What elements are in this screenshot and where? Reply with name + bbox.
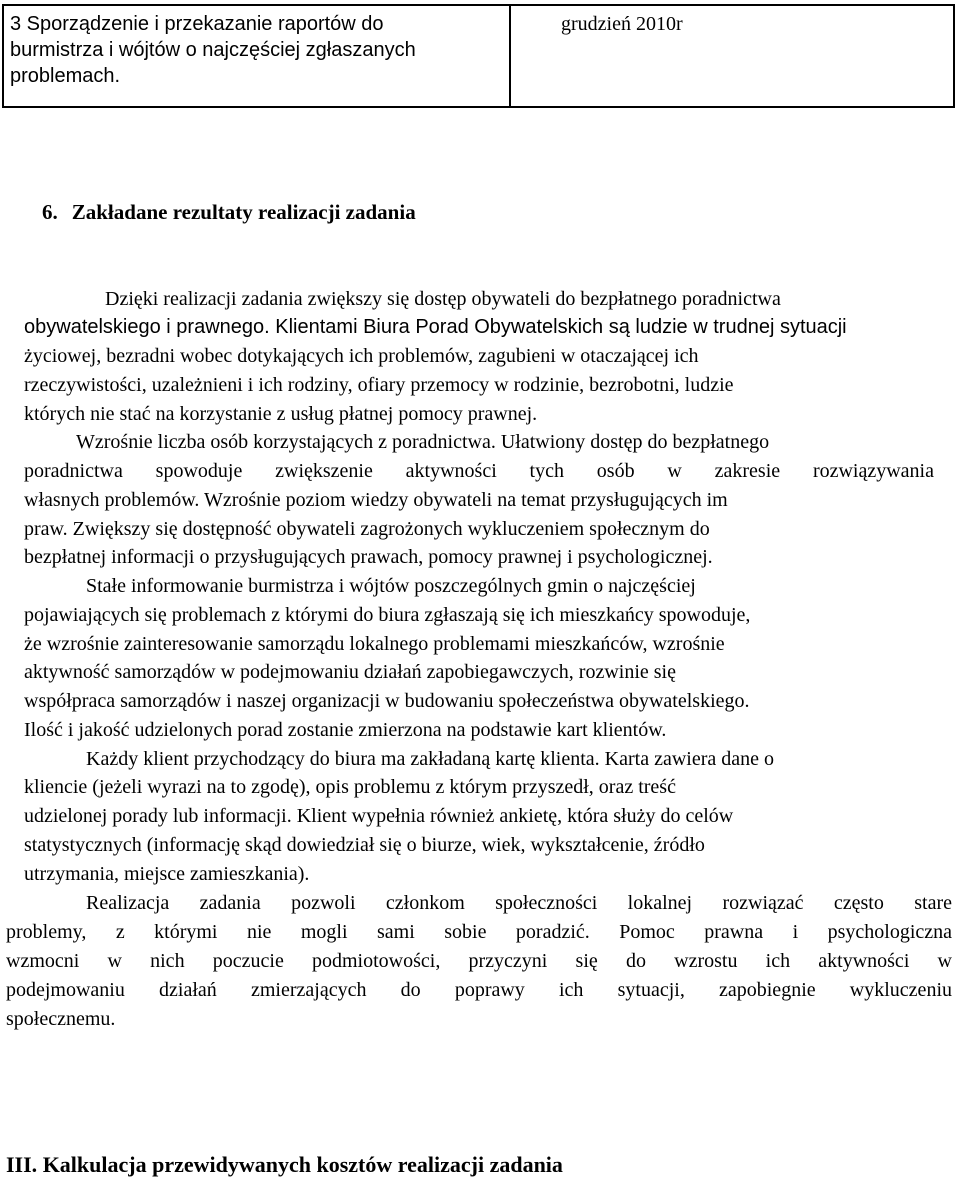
- section-3-title: Kalkulacja przewidywanych kosztów realizacji zadania: [42, 1152, 563, 1177]
- body-line: obywatelskiego i prawnego. Klientami Biura Porad Obywatelskich są ludzie w trudnej sytuacji: [24, 316, 847, 338]
- body-line: że wzrośnie zainteresowanie samorządu lokalnego problemami mieszkańców, wzrośnie: [24, 633, 725, 655]
- body-line: problemy, z którymi nie mogli sami sobie poradzić. Pomoc prawna i psychologiczna: [6, 921, 952, 943]
- header-left-text: [4, 6, 509, 89]
- header-left-line: burmistrza i wójtów o najczęściej zgłaszanych: [10, 39, 416, 61]
- body-line: Każdy klient przychodzący do biura ma zakładaną kartę klienta. Karta zawiera dane o: [86, 748, 774, 770]
- body-line: własnych problemów. Wzrośnie poziom wiedzy obywateli na temat przysługujących im: [24, 489, 728, 511]
- body-line: utrzymania, miejsce zamieszkania).: [24, 863, 310, 885]
- header-right-cell: [510, 5, 954, 107]
- body-line: współpraca samorządów i naszej organizacji w budowaniu społeczeństwa obywatelskiego.: [24, 690, 750, 712]
- header-left-line: 3 Sporządzenie i przekazanie raportów do: [10, 13, 384, 35]
- body-line: Realizacja zadania pozwoli członkom społeczności lokalnej rozwiązać często stare: [86, 892, 952, 914]
- body-line: Wzrośnie liczba osób korzystających z poradnictwa. Ułatwiony dostęp do bezpłatnego: [76, 431, 770, 453]
- body-line: praw. Zwiększy się dostępność obywateli zagrożonych wykluczeniem społecznym do: [24, 518, 710, 540]
- section-6-number: 6.: [42, 200, 58, 224]
- body-line: udzielonej porady lub informacji. Klient wypełnia również ankietę, która służy do celów: [24, 805, 734, 827]
- header-date: grudzień 2010r: [561, 13, 683, 35]
- body-line: Dzięki realizacji zadania zwiększy się dostęp obywateli do bezpłatnego poradnictwa: [105, 288, 781, 310]
- header-left-line: problemach.: [10, 65, 121, 87]
- section-3-heading: [6, 1152, 563, 1178]
- body-line: Ilość i jakość udzielonych porad zostanie zmierzona na podstawie kart klientów.: [24, 719, 667, 741]
- section-6-heading: [42, 200, 416, 225]
- body-line: bezpłatnej informacji o przysługujących prawach, pomocy prawnej i psychologicznej.: [24, 546, 713, 568]
- body-line: życiowej, bezradni wobec dotykających ich problemów, zagubieni w otaczającej ich: [24, 345, 699, 367]
- body-line: statystycznych (informację skąd dowiedział się o biurze, wiek, wykształcenie, źródło: [24, 834, 705, 856]
- body-line: kliencie (jeżeli wyrazi na to zgodę), opis problemu z którym przyszedł, oraz treść: [24, 776, 676, 798]
- header-table: [2, 4, 955, 108]
- body-line: których nie stać na korzystanie z usług płatnej pomocy prawnej.: [24, 403, 538, 425]
- body-line: aktywność samorządów w podejmowaniu działań zapobiegawczych, rozwinie się: [24, 661, 676, 683]
- section-3-number: III.: [6, 1152, 38, 1177]
- body-line: wzmocni w nich poczucie podmiotowości, przyczyni się do wzrostu ich aktywności w: [6, 950, 952, 972]
- body-line: poradnictwa spowoduje zwiększenie aktywności tych osób w zakresie rozwiązywania: [24, 460, 934, 482]
- body-line: Stałe informowanie burmistrza i wójtów poszczególnych gmin o najczęściej: [86, 575, 696, 597]
- section-6-title: Zakładane rezultaty realizacji zadania: [71, 200, 416, 224]
- body-line: pojawiających się problemach z którymi do biura zgłaszają się ich mieszkańcy spowoduje,: [24, 604, 751, 626]
- header-left-cell: [3, 5, 510, 107]
- body-line: rzeczywistości, uzależnieni i ich rodziny, ofiary przemocy w rodzinie, bezrobotni, ludzie: [24, 374, 734, 396]
- body-line: społecznemu.: [6, 1008, 116, 1030]
- body-line: podejmowaniu działań zmierzających do poprawy ich sytuacji, zapobiegnie wykluczeniu: [6, 979, 952, 1001]
